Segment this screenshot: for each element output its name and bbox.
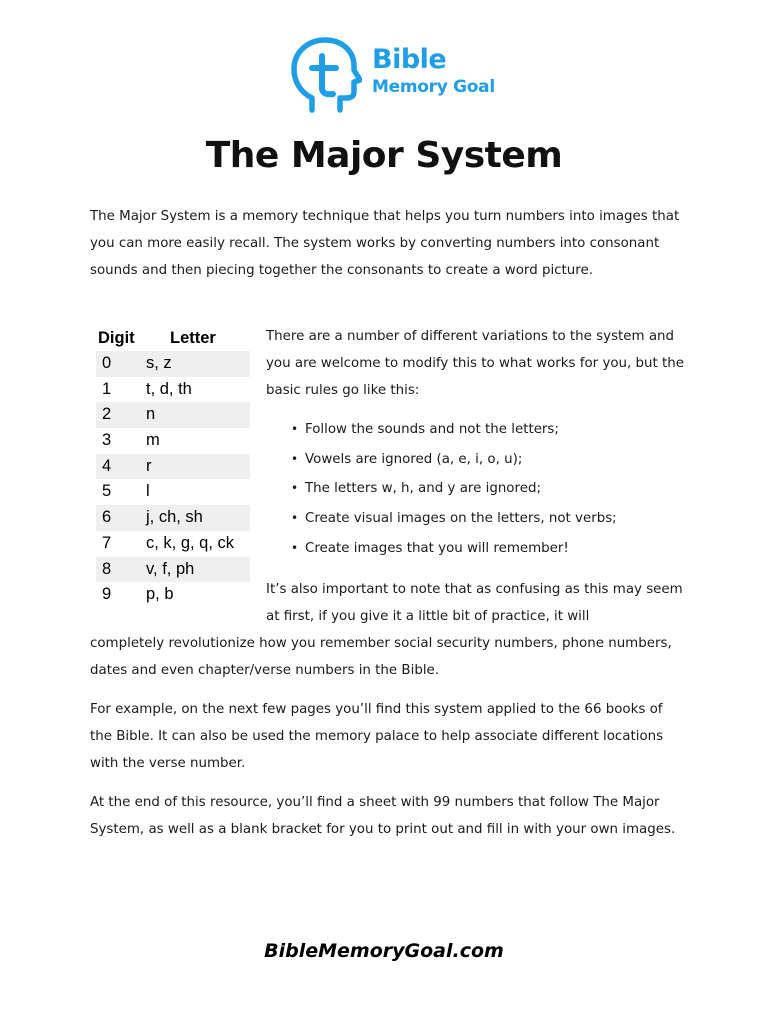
bullet-icon: •	[291, 451, 299, 466]
end-paragraph: At the end of this resource, you’ll find a sheet with 99 numbers that follow The Major System, as well as a blank bracket for you to print out and fill in with your own images.	[90, 795, 676, 837]
rule-text: Create visual images on the letters, not verbs;	[305, 511, 617, 527]
rule-text: Vowels are ignored (a, e, i, o, u);	[305, 451, 523, 467]
row-letter: r	[146, 456, 152, 475]
row-digit: 2	[102, 405, 112, 424]
row-digit: 1	[102, 379, 112, 398]
table-row	[96, 454, 250, 480]
bullet-icon: •	[291, 511, 299, 526]
bullet-icon: •	[291, 540, 299, 555]
row-digit: 9	[102, 585, 112, 604]
header-digit: Digit	[98, 329, 135, 347]
rules-list	[290, 415, 617, 563]
row-digit: 0	[102, 354, 112, 372]
list-item	[290, 415, 617, 445]
row-letter: s, z	[146, 354, 172, 372]
row-digit: 5	[102, 482, 112, 501]
row-letter: c, k, g, q, ck	[146, 533, 235, 552]
row-letter: j, ch, sh	[146, 508, 203, 527]
list-item	[290, 474, 617, 504]
row-letter: t, d, th	[146, 379, 192, 398]
variations-paragraph: There are a number of different variations to the system and you are welcome to modify this to what works for you, but the basic rules go like this:	[266, 329, 685, 398]
logo	[290, 36, 500, 114]
row-letter: m	[146, 431, 160, 450]
table-row	[96, 531, 250, 557]
bullet-icon: •	[291, 422, 299, 436]
footer-website: BibleMemoryGoal.com	[264, 940, 504, 962]
table-row	[96, 582, 250, 608]
table-row	[96, 428, 250, 454]
rule-text: The letters w, h, and y are ignored;	[305, 481, 541, 497]
rule-text: Follow the sounds and not the letters;	[305, 422, 559, 437]
row-digit: 4	[102, 456, 112, 475]
table-row	[96, 402, 250, 428]
important-paragraph-continued: completely revolutionize how you remember social security numbers, phone numbers, dates and even chapter/verse numbers in the Bible.	[90, 636, 672, 678]
example-paragraph: For example, on the next few pages you’ll find this system applied to the 66 books of the Bible. It can also be used the memory palace to help associate different locations with the verse number.	[90, 702, 664, 771]
logo-text-bible: Bible	[372, 44, 447, 75]
table-header	[96, 325, 250, 351]
row-letter: l	[146, 482, 150, 501]
table-row	[96, 351, 250, 377]
intro-paragraph: The Major System is a memory technique that helps you turn numbers into images that you can more easily recall. The system works by converting numbers into consonant sounds and then piecing together the consonants to create a word picture.	[90, 209, 680, 278]
row-digit: 8	[102, 559, 112, 578]
header-letter: Letter	[170, 329, 216, 347]
row-letter: p, b	[146, 585, 174, 604]
logo-text-memory-goal: Memory Goal	[372, 77, 495, 97]
table-row	[96, 479, 250, 505]
row-letter: v, f, ph	[146, 559, 195, 578]
rule-text: Create images that you will remember!	[305, 540, 569, 556]
list-item	[290, 534, 617, 564]
important-paragraph-start: It’s also important to note that as confusing as this may seem at first, if you give it a little bit of practice, it will	[266, 582, 683, 624]
bullet-icon: •	[291, 481, 299, 496]
row-digit: 7	[102, 533, 112, 552]
head-with-cross-icon	[290, 36, 362, 114]
table-row	[96, 557, 250, 583]
major-system-table	[96, 325, 250, 608]
list-item	[290, 504, 617, 534]
row-letter: n	[146, 405, 156, 424]
row-digit: 3	[102, 431, 112, 450]
row-digit: 6	[102, 508, 112, 527]
table-row	[96, 505, 250, 531]
table-row	[96, 377, 250, 403]
page-title: The Major System	[205, 135, 563, 176]
list-item	[290, 445, 617, 475]
